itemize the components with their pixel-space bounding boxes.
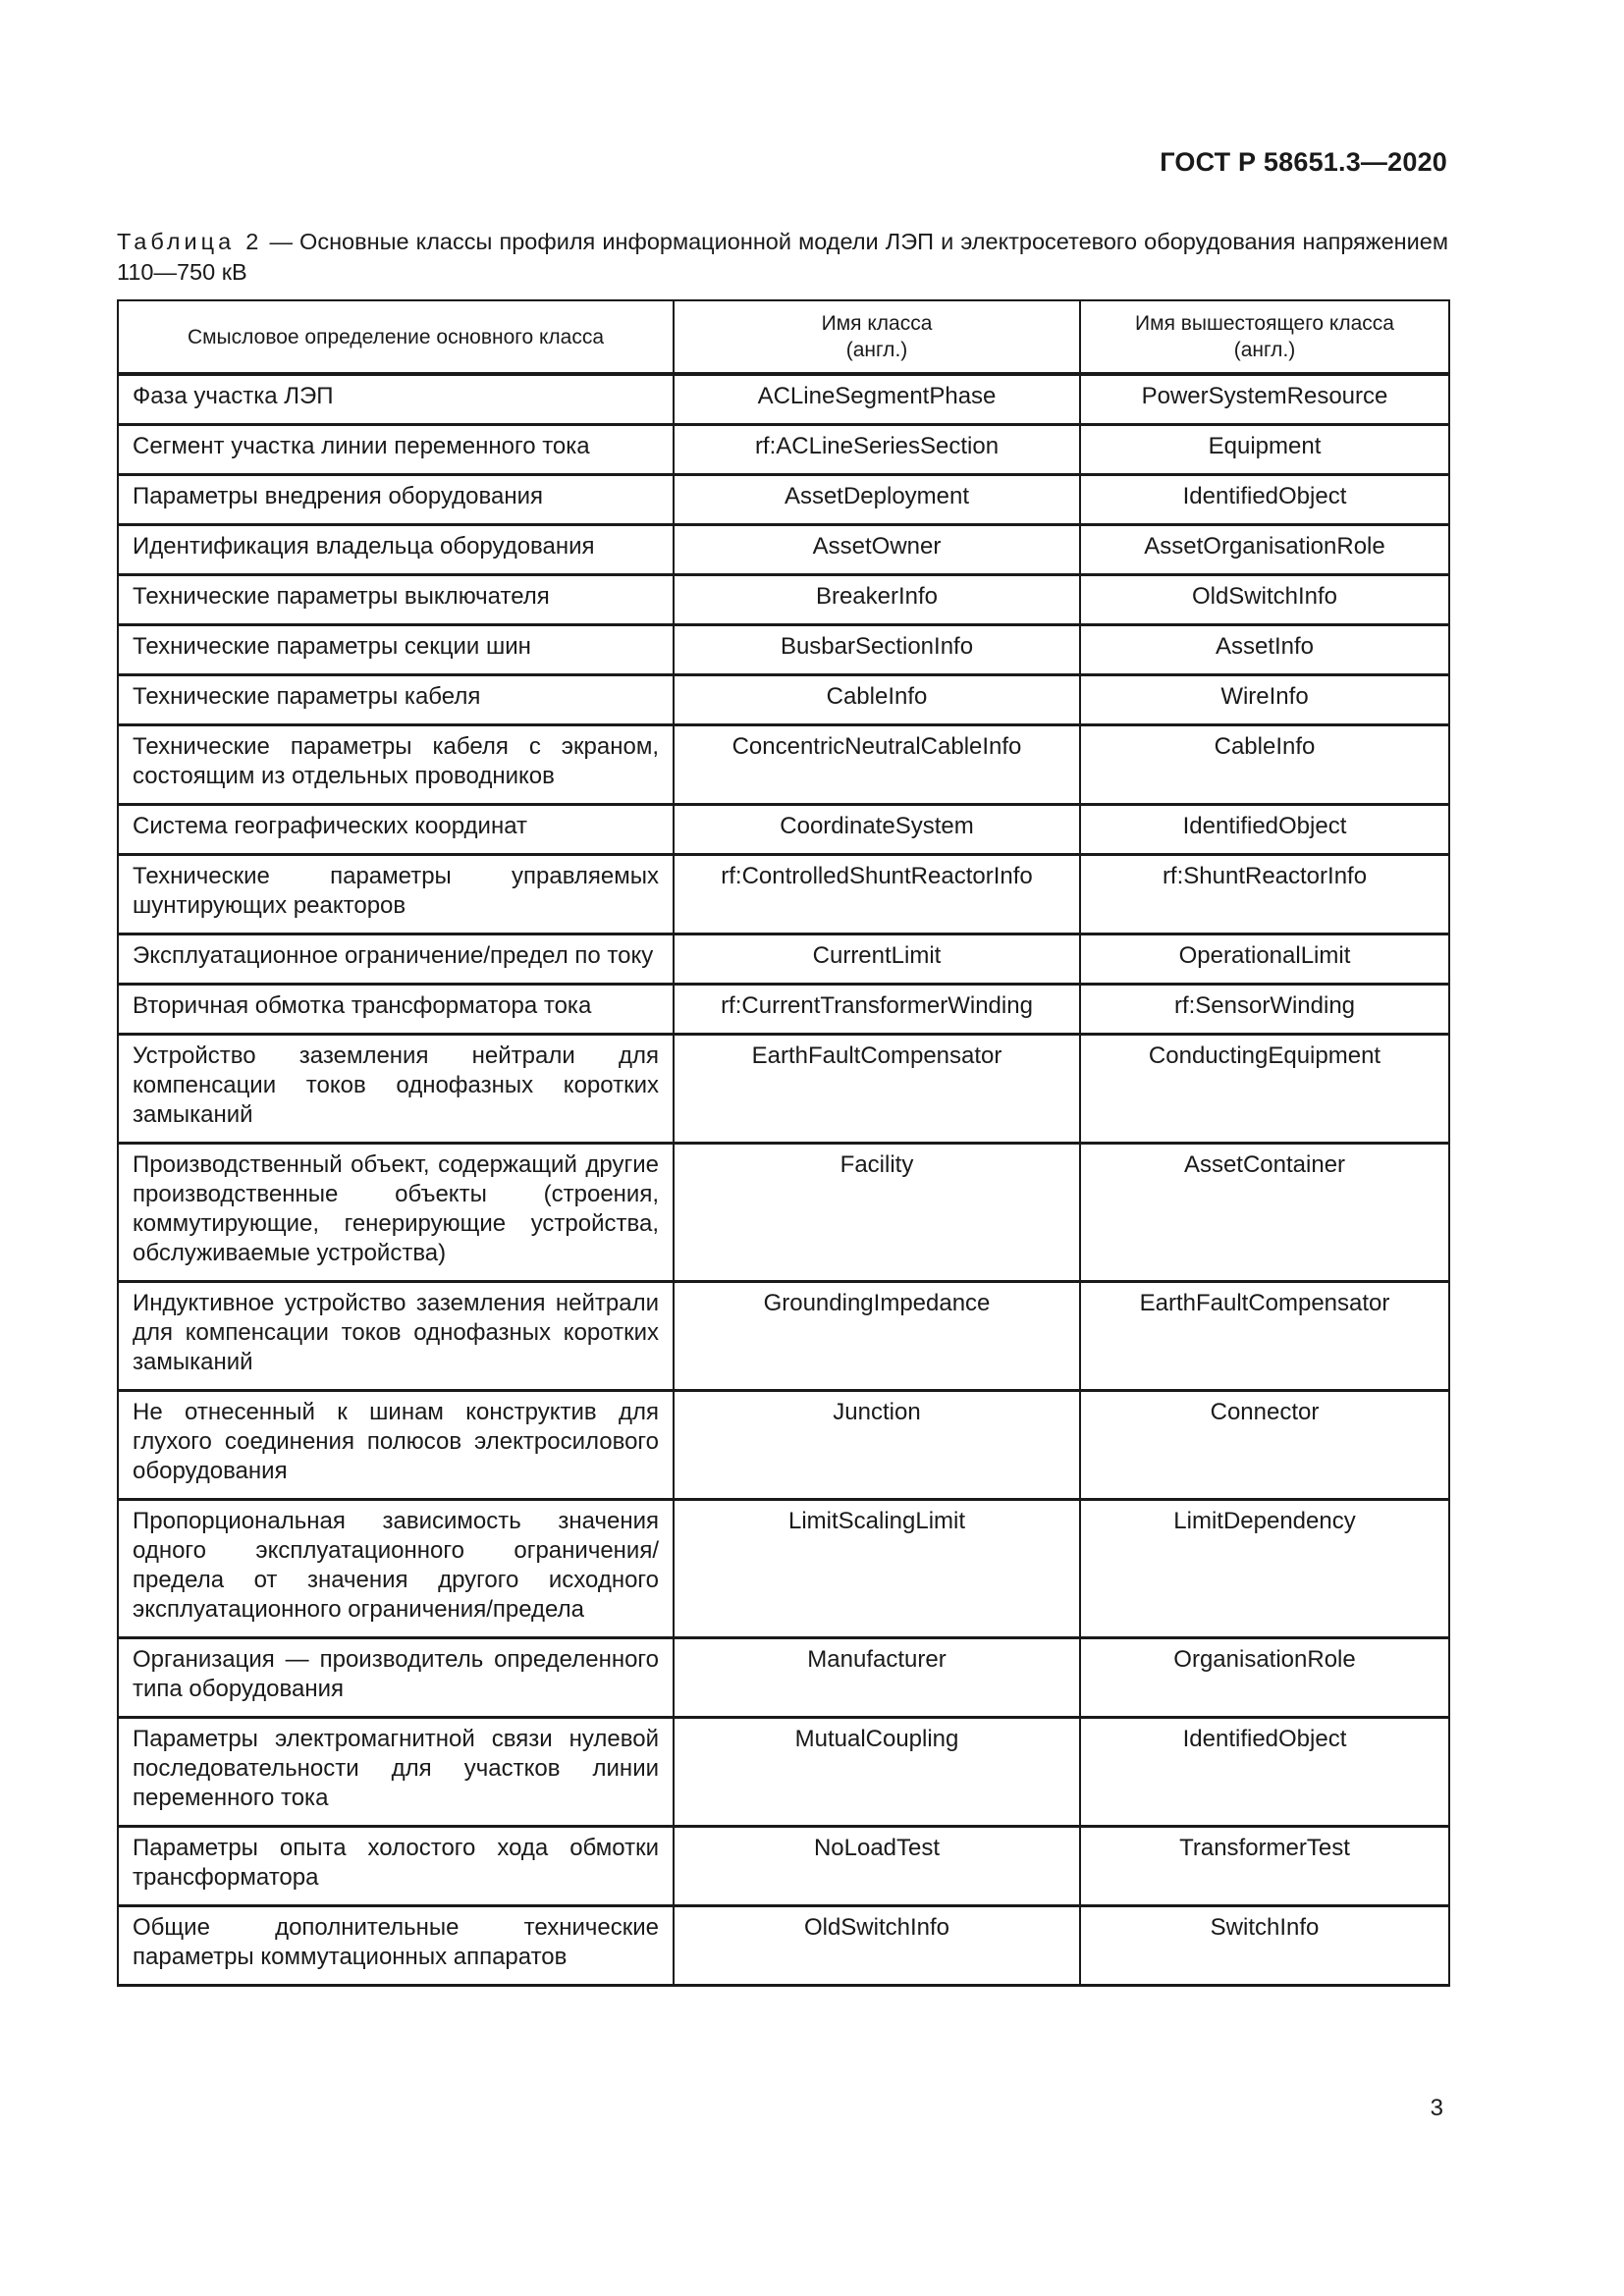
classes-table xyxy=(117,299,1450,1987)
cell-parent-class: EarthFaultCompensator xyxy=(1080,1282,1449,1391)
cell-definition: Производственный объект, содержащий другие производственные объекты (строения, коммутирующие, генерирующие устройства, обслуживаемые устройства) xyxy=(118,1144,674,1282)
cell-parent-class: rf:SensorWinding xyxy=(1080,985,1449,1035)
table-row xyxy=(118,934,1449,985)
cell-parent-class: OperationalLimit xyxy=(1080,934,1449,985)
table-row xyxy=(118,675,1449,725)
table-body xyxy=(118,374,1449,1986)
cell-parent-class: LimitDependency xyxy=(1080,1500,1449,1638)
table-caption-text: — Основные классы профиля информационной модели ЛЭП и электросетевого оборудования напряжением 110—750 кВ xyxy=(117,229,1448,285)
cell-class-name: rf:CurrentTransformerWinding xyxy=(674,985,1080,1035)
cell-definition: Индуктивное устройство заземления нейтрали для компенсации токов однофазных коротких замыканий xyxy=(118,1282,674,1391)
cell-class-name: BusbarSectionInfo xyxy=(674,625,1080,675)
table-row xyxy=(118,475,1449,525)
cell-class-name: AssetDeployment xyxy=(674,475,1080,525)
table-row xyxy=(118,805,1449,855)
table-row xyxy=(118,525,1449,575)
table-row xyxy=(118,1906,1449,1986)
cell-definition: Параметры опыта холостого хода обмотки трансформатора xyxy=(118,1827,674,1906)
cell-parent-class: WireInfo xyxy=(1080,675,1449,725)
cell-class-name: MutualCoupling xyxy=(674,1718,1080,1827)
cell-class-name: ConcentricNeutralCableInfo xyxy=(674,725,1080,805)
table-row xyxy=(118,1638,1449,1718)
table-header-row xyxy=(118,300,1449,374)
cell-parent-class: AssetOrganisationRole xyxy=(1080,525,1449,575)
cell-parent-class: OrganisationRole xyxy=(1080,1638,1449,1718)
table-row xyxy=(118,855,1449,934)
cell-definition: Организация — производитель определенного типа оборудования xyxy=(118,1638,674,1718)
cell-class-name: CableInfo xyxy=(674,675,1080,725)
cell-parent-class: ConductingEquipment xyxy=(1080,1035,1449,1144)
cell-class-name: rf:ControlledShuntReactorInfo xyxy=(674,855,1080,934)
table-row xyxy=(118,1282,1449,1391)
table-row xyxy=(118,1035,1449,1144)
cell-definition: Параметры внедрения оборудования xyxy=(118,475,674,525)
cell-definition: Пропорциональная зависимость значения одного эксплуатационного ограничения/предела от значения другого исходного эксплуатационного ограничения/предела xyxy=(118,1500,674,1638)
table-row xyxy=(118,374,1449,425)
cell-class-name: GroundingImpedance xyxy=(674,1282,1080,1391)
cell-parent-class: IdentifiedObject xyxy=(1080,1718,1449,1827)
cell-definition: Вторичная обмотка трансформатора тока xyxy=(118,985,674,1035)
table-row xyxy=(118,985,1449,1035)
cell-definition: Технические параметры управляемых шунтирующих реакторов xyxy=(118,855,674,934)
classes-table-container xyxy=(117,299,1448,1987)
column-header-definition: Смысловое определение основного класса xyxy=(118,300,674,374)
table-caption-label: Таблица 2 xyxy=(117,229,263,254)
cell-definition: Идентификация владельца оборудования xyxy=(118,525,674,575)
cell-definition: Фаза участка ЛЭП xyxy=(118,374,674,425)
cell-class-name: Junction xyxy=(674,1391,1080,1500)
cell-parent-class: SwitchInfo xyxy=(1080,1906,1449,1986)
cell-parent-class: IdentifiedObject xyxy=(1080,475,1449,525)
cell-class-name: rf:ACLineSeriesSection xyxy=(674,425,1080,475)
table-row xyxy=(118,1827,1449,1906)
cell-definition: Параметры электромагнитной связи нулевой последовательности для участков линии переменного тока xyxy=(118,1718,674,1827)
page-number: 3 xyxy=(1430,2095,1443,2121)
cell-definition: Технические параметры кабеля xyxy=(118,675,674,725)
table-row xyxy=(118,1144,1449,1282)
table-row xyxy=(118,575,1449,625)
cell-class-name: CurrentLimit xyxy=(674,934,1080,985)
cell-parent-class: PowerSystemResource xyxy=(1080,374,1449,425)
cell-class-name: Manufacturer xyxy=(674,1638,1080,1718)
cell-class-name: AssetOwner xyxy=(674,525,1080,575)
cell-definition: Система географических координат xyxy=(118,805,674,855)
cell-parent-class: Connector xyxy=(1080,1391,1449,1500)
cell-parent-class: AssetInfo xyxy=(1080,625,1449,675)
table-row xyxy=(118,425,1449,475)
cell-class-name: Facility xyxy=(674,1144,1080,1282)
column-header-parent-class: Имя вышестоящего класса (англ.) xyxy=(1080,300,1449,374)
cell-class-name: EarthFaultCompensator xyxy=(674,1035,1080,1144)
column-header-class-name: Имя класса (англ.) xyxy=(674,300,1080,374)
cell-definition: Эксплуатационное ограничение/предел по току xyxy=(118,934,674,985)
cell-parent-class: TransformerTest xyxy=(1080,1827,1449,1906)
table-row xyxy=(118,1391,1449,1500)
cell-definition: Не отнесенный к шинам конструктив для глухого соединения полюсов электросилового оборудования xyxy=(118,1391,674,1500)
cell-class-name: NoLoadTest xyxy=(674,1827,1080,1906)
cell-parent-class: Equipment xyxy=(1080,425,1449,475)
cell-parent-class: AssetContainer xyxy=(1080,1144,1449,1282)
cell-class-name: LimitScalingLimit xyxy=(674,1500,1080,1638)
cell-class-name: OldSwitchInfo xyxy=(674,1906,1080,1986)
cell-parent-class: OldSwitchInfo xyxy=(1080,575,1449,625)
table-row xyxy=(118,1500,1449,1638)
cell-definition: Устройство заземления нейтрали для компенсации токов однофазных коротких замыканий xyxy=(118,1035,674,1144)
cell-definition: Технические параметры кабеля с экраном, состоящим из отдельных проводников xyxy=(118,725,674,805)
document-code: ГОСТ Р 58651.3—2020 xyxy=(1160,147,1447,177)
cell-definition: Технические параметры секции шин xyxy=(118,625,674,675)
cell-definition: Сегмент участка линии переменного тока xyxy=(118,425,674,475)
cell-class-name: BreakerInfo xyxy=(674,575,1080,625)
table-row xyxy=(118,1718,1449,1827)
cell-class-name: ACLineSegmentPhase xyxy=(674,374,1080,425)
cell-parent-class: IdentifiedObject xyxy=(1080,805,1449,855)
cell-class-name: CoordinateSystem xyxy=(674,805,1080,855)
cell-parent-class: CableInfo xyxy=(1080,725,1449,805)
table-row xyxy=(118,725,1449,805)
cell-definition: Технические параметры выключателя xyxy=(118,575,674,625)
table-caption xyxy=(117,227,1448,288)
cell-definition: Общие дополнительные технические параметры коммутационных аппаратов xyxy=(118,1906,674,1986)
table-row xyxy=(118,625,1449,675)
cell-parent-class: rf:ShuntReactorInfo xyxy=(1080,855,1449,934)
